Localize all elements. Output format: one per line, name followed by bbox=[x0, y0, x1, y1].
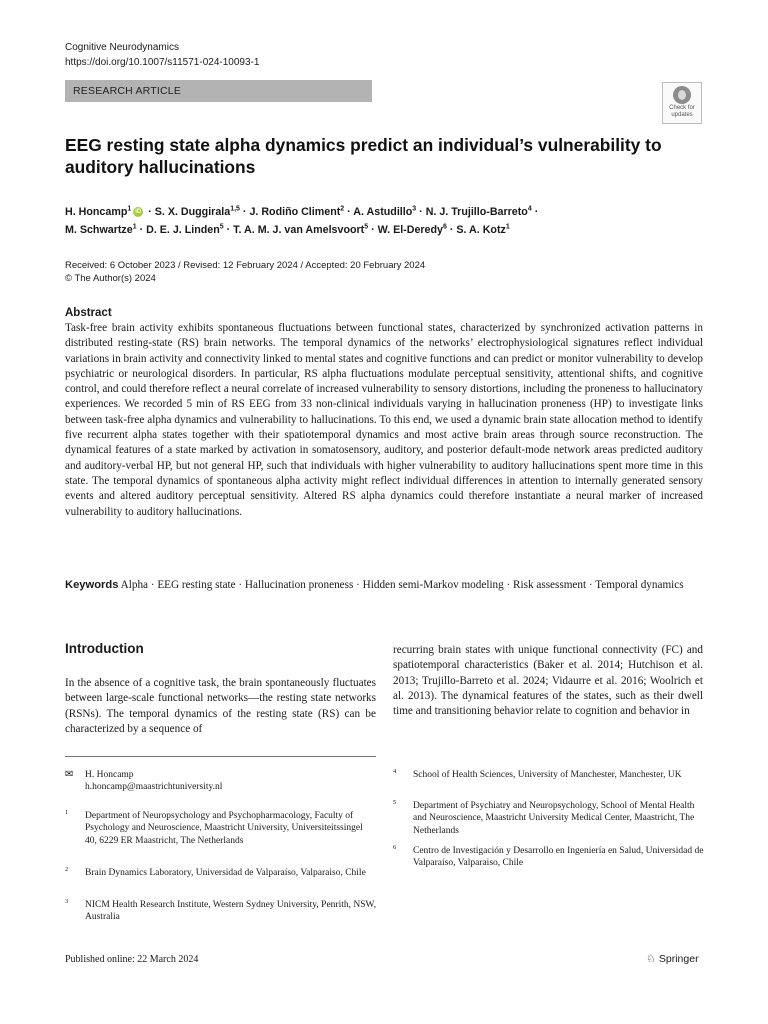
author-affiliation-number: 2 bbox=[340, 205, 345, 213]
author-separator: · bbox=[368, 224, 378, 236]
journal-header bbox=[65, 40, 259, 70]
affiliation-number: 6 bbox=[393, 844, 397, 851]
affiliation-footnote bbox=[393, 845, 704, 871]
check-for-updates-badge[interactable] bbox=[662, 82, 702, 124]
crossmark-icon bbox=[673, 86, 691, 104]
affiliation-number: 3 bbox=[65, 898, 69, 905]
author-name: T. A. M. J. van Amelsvoort bbox=[233, 224, 365, 236]
affiliation-number: 4 bbox=[393, 768, 397, 775]
introduction-heading: Introduction bbox=[65, 641, 144, 656]
affiliation-footnote bbox=[65, 899, 376, 925]
author-affiliation-number: 3 bbox=[412, 205, 417, 213]
affiliation-footnote bbox=[65, 810, 376, 860]
author-separator: · bbox=[416, 206, 426, 218]
doi-link[interactable]: https://doi.org/10.1007/s11571-024-10093-1 bbox=[65, 57, 260, 68]
affiliation-footnote bbox=[65, 867, 376, 893]
author-separator: · bbox=[446, 224, 457, 236]
article-dates bbox=[65, 259, 425, 285]
published-online-date: Published online: 22 March 2024 bbox=[65, 954, 199, 965]
author-name: D. E. J. Linden bbox=[146, 224, 220, 236]
envelope-icon: ✉ bbox=[65, 769, 74, 780]
author-line-2 bbox=[65, 221, 705, 239]
journal-name: Cognitive Neurodynamics bbox=[65, 42, 179, 53]
affiliation-footnote bbox=[393, 769, 704, 795]
author-affiliation-number: 6 bbox=[442, 223, 447, 231]
abstract-text: Task-free brain activity exhibits spontaneous fluctuations between functional states, characterized by synchronized activation patterns in distributed resting-state (RS) brain networks. The temporal dynamics of the networks’ electrophysiological signatures reflect individual variations in brain activity and connectivity linked to mental states and cognitive functions and can predict or monitor vulnerability to develop psychiatric or neurological disorders. In particular, RS alpha fluctuations modulate perceptual sensitivity, attentional shifts, and cognitive control, and could therefore reflect a neural correlate of increased vulnerability to sensory distortions, including the proneness to hallucinatory experiences. We recorded 5 min of RS EEG from 33 non-clinical individuals varying in hallucination proneness (HP) to investigate links between task-free alpha dynamics and vulnerability to hallucinations. To this end, we used a dynamic brain state allocation method to identify five recurrent alpha states together with their spatiotemporal dynamics and most active brain areas through source reconstruction. The dynamical features of a state marked by activation in somatosensory, auditory, and posterior default-mode network areas predicted auditory and auditory-verbal HP, but not general HP, such that individuals with higher vulnerability to auditory hallucinations spent more time in this state. The temporal dynamics of spontaneous alpha activity might reflect individual differences in attention to internally generated sensory events and altered auditory perceptual sensitivity. Altered RS alpha dynamics could therefore instantiate a neural marker of increased vulnerability to auditory hallucinations. bbox=[65, 322, 703, 518]
author-line-1 bbox=[65, 203, 705, 221]
author-affiliation-number: 5 bbox=[364, 223, 369, 231]
introduction-column-2: recurring brain states with unique functional connectivity (FC) and spatiotemporal characteristics (Baker et al. 2014; Hutchison et al. 2013; Trujillo-Barreto et al. 2024; Vidaurre et al. 2016; Woolrich et al. 2013). The dynamical features of the states, such as their dwell time and transitioning behavior relate to cognition and behavior in bbox=[393, 644, 703, 718]
author-name: H. Honcamp bbox=[65, 206, 128, 218]
affiliation-text: Centro de Investigación y Desarrollo en Ingeniería en Salud, Universidad de Valparaíso, Valparaiso, Chile bbox=[413, 846, 704, 869]
keywords-text: Alpha · EEG resting state · Hallucination proneness · Hidden semi-Markov modeling · Risk assessment · Temporal dynamics bbox=[120, 579, 684, 591]
affiliation-text: Department of Neuropsychology and Psychopharmacology, Faculty of Psychology and Neuroscience, Maastricht University, Universiteitssingel 40, 6229 ER Maastricht, The Netherlands bbox=[85, 811, 363, 846]
history-dates: Received: 6 October 2023 / Revised: 12 February 2024 / Accepted: 20 February 2024 bbox=[65, 260, 426, 271]
affiliation-number: 5 bbox=[393, 799, 397, 806]
author-separator: · bbox=[239, 206, 250, 218]
author-name: W. El-Deredy bbox=[377, 224, 443, 236]
author-affiliation-number: 1,5 bbox=[230, 205, 240, 213]
affiliation-text: School of Health Sciences, University of Manchester, Manchester, UK bbox=[413, 770, 682, 780]
author-separator: · bbox=[531, 206, 539, 218]
keywords bbox=[65, 578, 705, 594]
publisher-logo bbox=[646, 952, 699, 966]
author-affiliation-number: 1 bbox=[127, 205, 132, 213]
crossmark-line1: Check for bbox=[669, 105, 695, 111]
correspondence bbox=[65, 769, 376, 795]
author-list bbox=[65, 203, 705, 239]
corresponding-author-name: H. Honcamp bbox=[85, 770, 134, 780]
affiliation-text: Brain Dynamics Laboratory, Universidad de Valparaíso, Valparaiso, Chile bbox=[85, 868, 366, 878]
copyright: © The Author(s) 2024 bbox=[65, 273, 156, 284]
author-name: N. J. Trujillo-Barreto bbox=[425, 206, 528, 218]
article-title: EEG resting state alpha dynamics predict an individual’s vulnerability to auditory hallucinations bbox=[65, 135, 662, 177]
keywords-label: Keywords bbox=[65, 579, 119, 591]
affiliation-text: Department of Psychiatry and Neuropsychology, School of Mental Health and Neuroscience, Maastricht University Medical Center, Maastricht, The Netherlands bbox=[413, 801, 695, 836]
abstract-heading: Abstract bbox=[65, 307, 112, 319]
footnote-divider bbox=[65, 756, 376, 757]
affiliation-text: NICM Health Research Institute, Western Sydney University, Penrith, NSW, Australia bbox=[85, 900, 376, 923]
springer-horse-icon: ♘ bbox=[646, 953, 656, 965]
crossmark-line2: updates bbox=[671, 112, 693, 118]
author-name: M. Schwartze bbox=[65, 224, 133, 236]
article-type-banner: RESEARCH ARTICLE bbox=[65, 80, 372, 102]
author-separator: · bbox=[344, 206, 354, 218]
publisher-name: Springer bbox=[658, 953, 699, 965]
author-name: A. Astudillo bbox=[353, 206, 413, 218]
author-name: J. Rodiño Climent bbox=[249, 206, 341, 218]
author-affiliation-number: 5 bbox=[219, 223, 224, 231]
author-separator: · bbox=[223, 224, 234, 236]
affiliation-number: 1 bbox=[65, 809, 69, 816]
author-affiliation-number: 1 bbox=[132, 223, 137, 231]
affiliation-number: 2 bbox=[65, 866, 69, 873]
author-affiliation-number: 1 bbox=[505, 223, 510, 231]
corresponding-author-email[interactable]: h.honcamp@maastrichtuniversity.nl bbox=[85, 782, 223, 793]
author-affiliation-number: 4 bbox=[527, 205, 532, 213]
affiliation-footnote bbox=[393, 800, 704, 840]
author-separator: · bbox=[136, 224, 147, 236]
orcid-icon[interactable]: iD bbox=[135, 209, 142, 216]
author-name: S. X. Duggirala bbox=[154, 206, 231, 218]
introduction-column-1: In the absence of a cognitive task, the brain spontaneously fluctuates between large-scale functional networks—the resting state networks (RSNs). The temporal dynamics of the resting state (RS) can be characterized by a sequence of bbox=[65, 677, 376, 735]
author-separator: · bbox=[145, 206, 155, 218]
author-name: S. A. Kotz bbox=[456, 224, 506, 236]
